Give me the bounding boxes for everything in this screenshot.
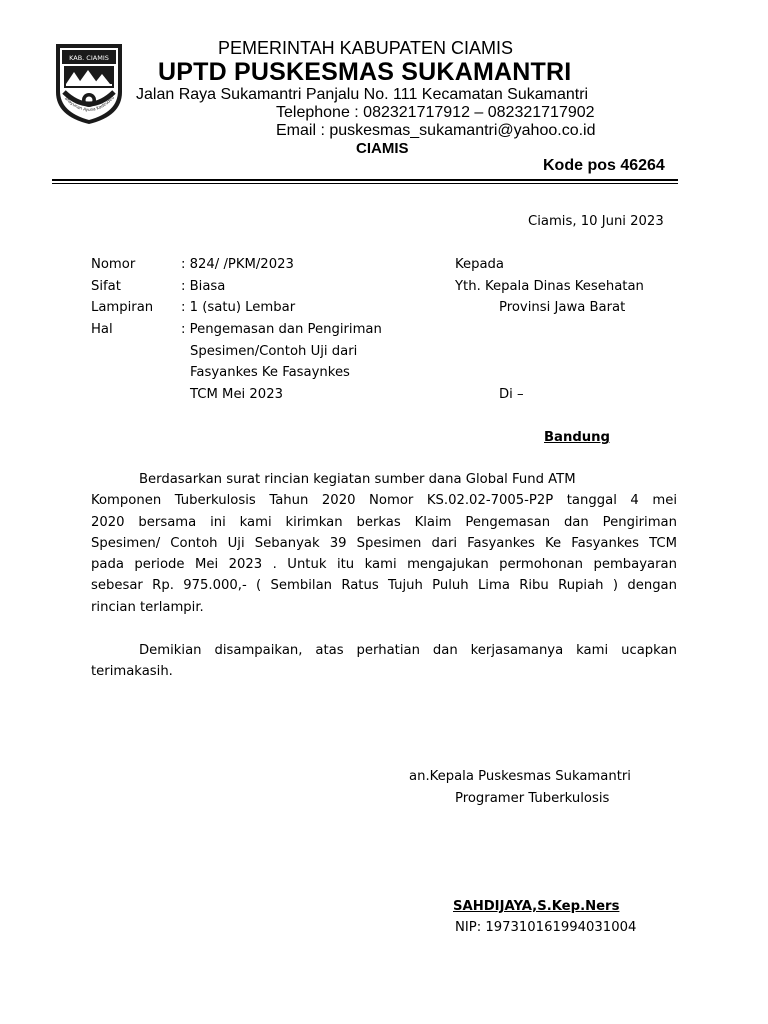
organization-city: CIAMIS — [356, 140, 409, 157]
meta-label-lampiran: Lampiran — [91, 300, 154, 315]
paragraph-line: sebesar Rp. 975.000,- ( Sembilan Ratus Tujuh Puluh Lima Ribu Rupiah ) dengan — [91, 578, 677, 594]
body-paragraph-1 — [91, 469, 677, 618]
letterhead-divider-thin — [52, 183, 678, 184]
organization-address: Jalan Raya Sukamantri Panjalu No. 111 Kecamatan Sukamantri — [136, 86, 589, 103]
recipient-line1: Yth. Kepala Dinas Kesehatan — [455, 279, 644, 294]
signature-role: Programer Tuberkulosis — [455, 791, 610, 806]
paragraph-line: terimakasih. — [91, 664, 173, 680]
meta-value-sifat: : Biasa — [181, 279, 226, 294]
government-name: PEMERINTAH KABUPATEN CIAMIS — [218, 38, 514, 58]
paragraph-line: 2020 bersama ini kami kirimkan berkas Klaim Pengemasan dan Pengiriman — [91, 514, 677, 530]
recipient-kepada: Kepada — [455, 257, 505, 272]
organization-name: UPTD PUSKESMAS SUKAMANTRI — [158, 58, 572, 86]
recipient-place: Bandung — [544, 430, 610, 445]
signatory-nip: NIP: 197310161994031004 — [455, 920, 637, 935]
organization-telephone: Telephone : 082321717912 – 082321717902 — [276, 104, 595, 121]
paragraph-line: Spesimen/ Contoh Uji Sebanyak 39 Spesimen dari Fasyankes Ke Fasyankes TCM — [91, 535, 677, 551]
meta-label-hal: Hal — [91, 322, 113, 337]
signature-position: an.Kepala Puskesmas Sukamantri — [409, 769, 631, 784]
recipient-line2: Provinsi Jawa Barat — [499, 300, 626, 315]
hal-continued-line: TCM Mei 2023 — [190, 387, 283, 402]
body-paragraph-2 — [91, 640, 677, 683]
recipient-di: Di – — [499, 387, 524, 402]
meta-label-nomor: Nomor — [91, 257, 136, 272]
hal-continued-line: Spesimen/Contoh Uji dari — [190, 344, 358, 359]
emblem-motto: ahayunan Ayuna Kadeudeu — [63, 94, 115, 113]
meta-label-sifat: Sifat — [91, 279, 121, 294]
letter-date: Ciamis, 10 Juni 2023 — [528, 214, 664, 229]
meta-value-lampiran: : 1 (satu) Lembar — [181, 300, 296, 315]
paragraph-line: Berdasarkan surat rincian kegiatan sumber dana Global Fund ATM — [139, 472, 576, 487]
meta-value-nomor: : 824/ /PKM/2023 — [181, 257, 294, 272]
organization-email: Email : puskesmas_sukamantri@yahoo.co.id — [276, 122, 596, 139]
paragraph-line: rincian terlampir. — [91, 599, 204, 615]
letterhead-divider — [52, 179, 678, 181]
ciamis-regency-emblem — [52, 40, 126, 126]
paragraph-line: Komponen Tuberkulosis Tahun 2020 Nomor KS.02.02-7005-P2P tanggal 4 mei — [91, 493, 677, 509]
paragraph-line: pada periode Mei 2023 . Untuk itu kami mengajukan permohonan pembayaran — [91, 557, 677, 573]
emblem-title: KAB. CIAMIS — [69, 54, 109, 62]
meta-value-hal: : Pengemasan dan Pengiriman — [181, 322, 382, 337]
paragraph-line: Demikian disampaikan, atas perhatian dan kerjasamanya kami ucapkan — [139, 643, 677, 658]
postal-code: Kode pos 46264 — [543, 157, 665, 174]
hal-continued-line: Fasyankes Ke Fasaynkes — [190, 365, 350, 380]
signatory-name: SAHDIJAYA,S.Kep.Ners — [453, 899, 620, 914]
